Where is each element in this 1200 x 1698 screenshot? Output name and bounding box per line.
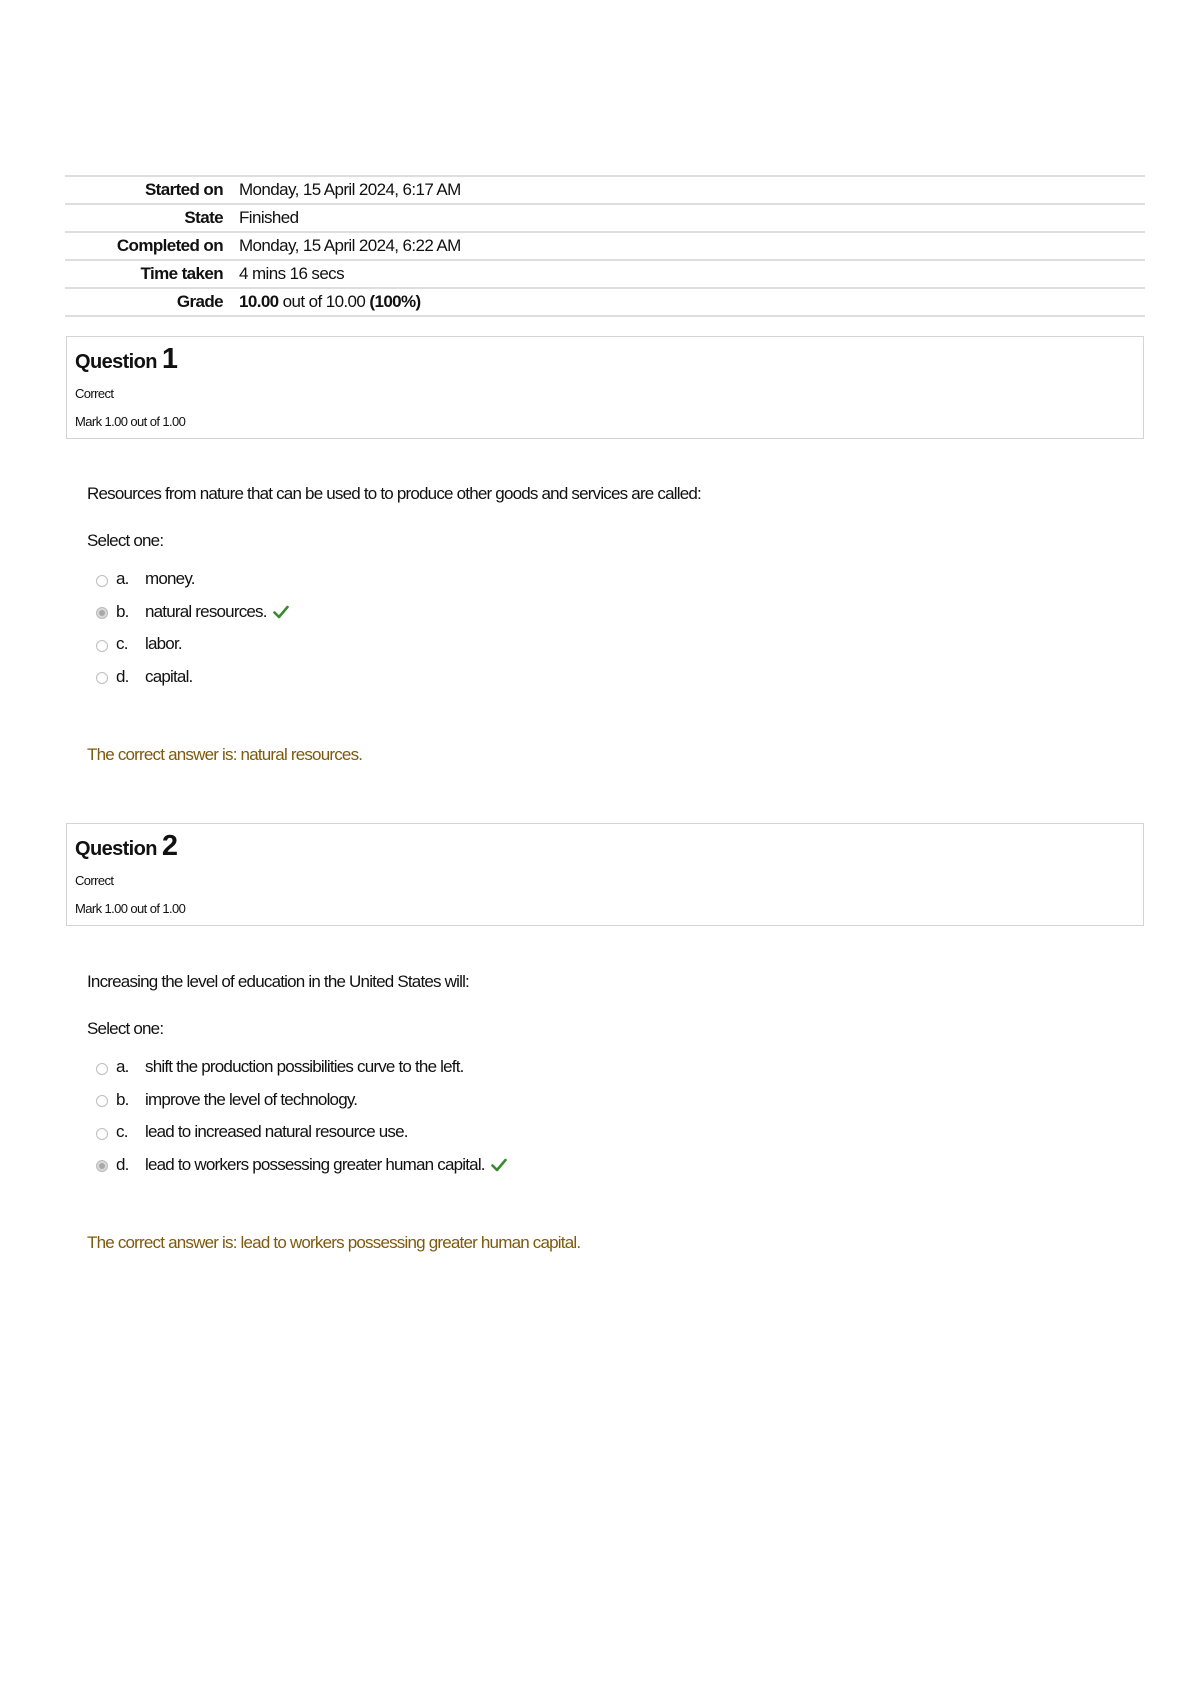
summary-row-state	[65, 204, 1145, 232]
answer-text: capital.	[145, 666, 193, 686]
answer-radio[interactable]	[96, 1128, 108, 1140]
question-mark: Mark 1.00 out of 1.00	[75, 901, 186, 916]
question-heading: Question	[75, 351, 157, 373]
grade-score: 10.00	[239, 292, 279, 311]
answer-text: natural resources.	[145, 601, 267, 621]
summary-value: Monday, 15 April 2024, 6:22 AM	[239, 232, 1145, 260]
check-icon	[491, 1158, 507, 1172]
summary-row-completed	[65, 232, 1145, 260]
answer-text: labor.	[145, 634, 182, 654]
question-state: Correct	[75, 873, 114, 888]
grade-out-of: out of 10.00	[282, 292, 366, 311]
question-number: 2	[161, 830, 178, 862]
summary-label: Completed on	[65, 232, 239, 260]
answer-letter: b.	[116, 1089, 129, 1109]
answer-radio[interactable]	[96, 1063, 108, 1075]
question-1-feedback: The correct answer is: natural resources.	[87, 745, 363, 764]
answer-radio-selected[interactable]	[96, 607, 108, 619]
answer-option[interactable]	[96, 1084, 507, 1117]
question-2-text: Increasing the level of education in the United States will:	[87, 972, 469, 991]
answer-radio[interactable]	[96, 640, 108, 652]
question-2-answers	[96, 1051, 507, 1181]
summary-value	[239, 288, 1145, 316]
summary-label: Grade	[65, 288, 239, 316]
answer-option[interactable]	[96, 1149, 507, 1182]
answer-letter: a.	[116, 569, 129, 589]
question-1-info	[66, 336, 1144, 439]
summary-row-started	[65, 176, 1145, 204]
answer-letter: c.	[116, 634, 128, 654]
summary-value: Finished	[239, 204, 1145, 232]
answer-letter: c.	[116, 1122, 128, 1142]
quiz-summary-table	[65, 175, 1145, 317]
answer-option[interactable]	[96, 563, 289, 596]
answer-letter: a.	[116, 1057, 129, 1077]
question-title	[75, 343, 177, 376]
question-2-prompt: Select one:	[87, 1019, 164, 1038]
summary-label: Started on	[65, 176, 239, 204]
summary-row-time-taken	[65, 260, 1145, 288]
answer-text: lead to increased natural resource use.	[145, 1122, 408, 1142]
answer-text: shift the production possibilities curve to the left.	[145, 1057, 464, 1077]
answer-letter: d.	[116, 666, 129, 686]
answer-text: improve the level of technology.	[145, 1089, 358, 1109]
grade-percent: (100%)	[369, 292, 421, 311]
summary-label: Time taken	[65, 260, 239, 288]
answer-radio[interactable]	[96, 1095, 108, 1107]
question-1-prompt: Select one:	[87, 531, 164, 550]
answer-option[interactable]	[96, 661, 289, 694]
question-1-text: Resources from nature that can be used to to produce other goods and services are called:	[87, 484, 701, 503]
question-heading: Question	[75, 838, 157, 860]
answer-letter: b.	[116, 601, 129, 621]
answer-letter: d.	[116, 1154, 129, 1174]
question-1-answers	[96, 563, 289, 693]
question-2-feedback: The correct answer is: lead to workers possessing greater human capital.	[87, 1233, 581, 1252]
answer-text: money.	[145, 569, 195, 589]
summary-row-grade	[65, 288, 1145, 316]
answer-text: lead to workers possessing greater human capital.	[145, 1154, 485, 1174]
answer-radio[interactable]	[96, 672, 108, 684]
answer-option[interactable]	[96, 628, 289, 661]
answer-option[interactable]	[96, 596, 289, 629]
summary-value: 4 mins 16 secs	[239, 260, 1145, 288]
question-state: Correct	[75, 386, 114, 401]
answer-radio-selected[interactable]	[96, 1160, 108, 1172]
summary-value: Monday, 15 April 2024, 6:17 AM	[239, 176, 1145, 204]
answer-option[interactable]	[96, 1051, 507, 1084]
answer-radio[interactable]	[96, 575, 108, 587]
question-title	[75, 830, 177, 863]
question-number: 1	[161, 343, 178, 375]
question-mark: Mark 1.00 out of 1.00	[75, 414, 186, 429]
summary-label: State	[65, 204, 239, 232]
check-icon	[273, 605, 289, 619]
question-2-info	[66, 823, 1144, 926]
answer-option[interactable]	[96, 1116, 507, 1149]
